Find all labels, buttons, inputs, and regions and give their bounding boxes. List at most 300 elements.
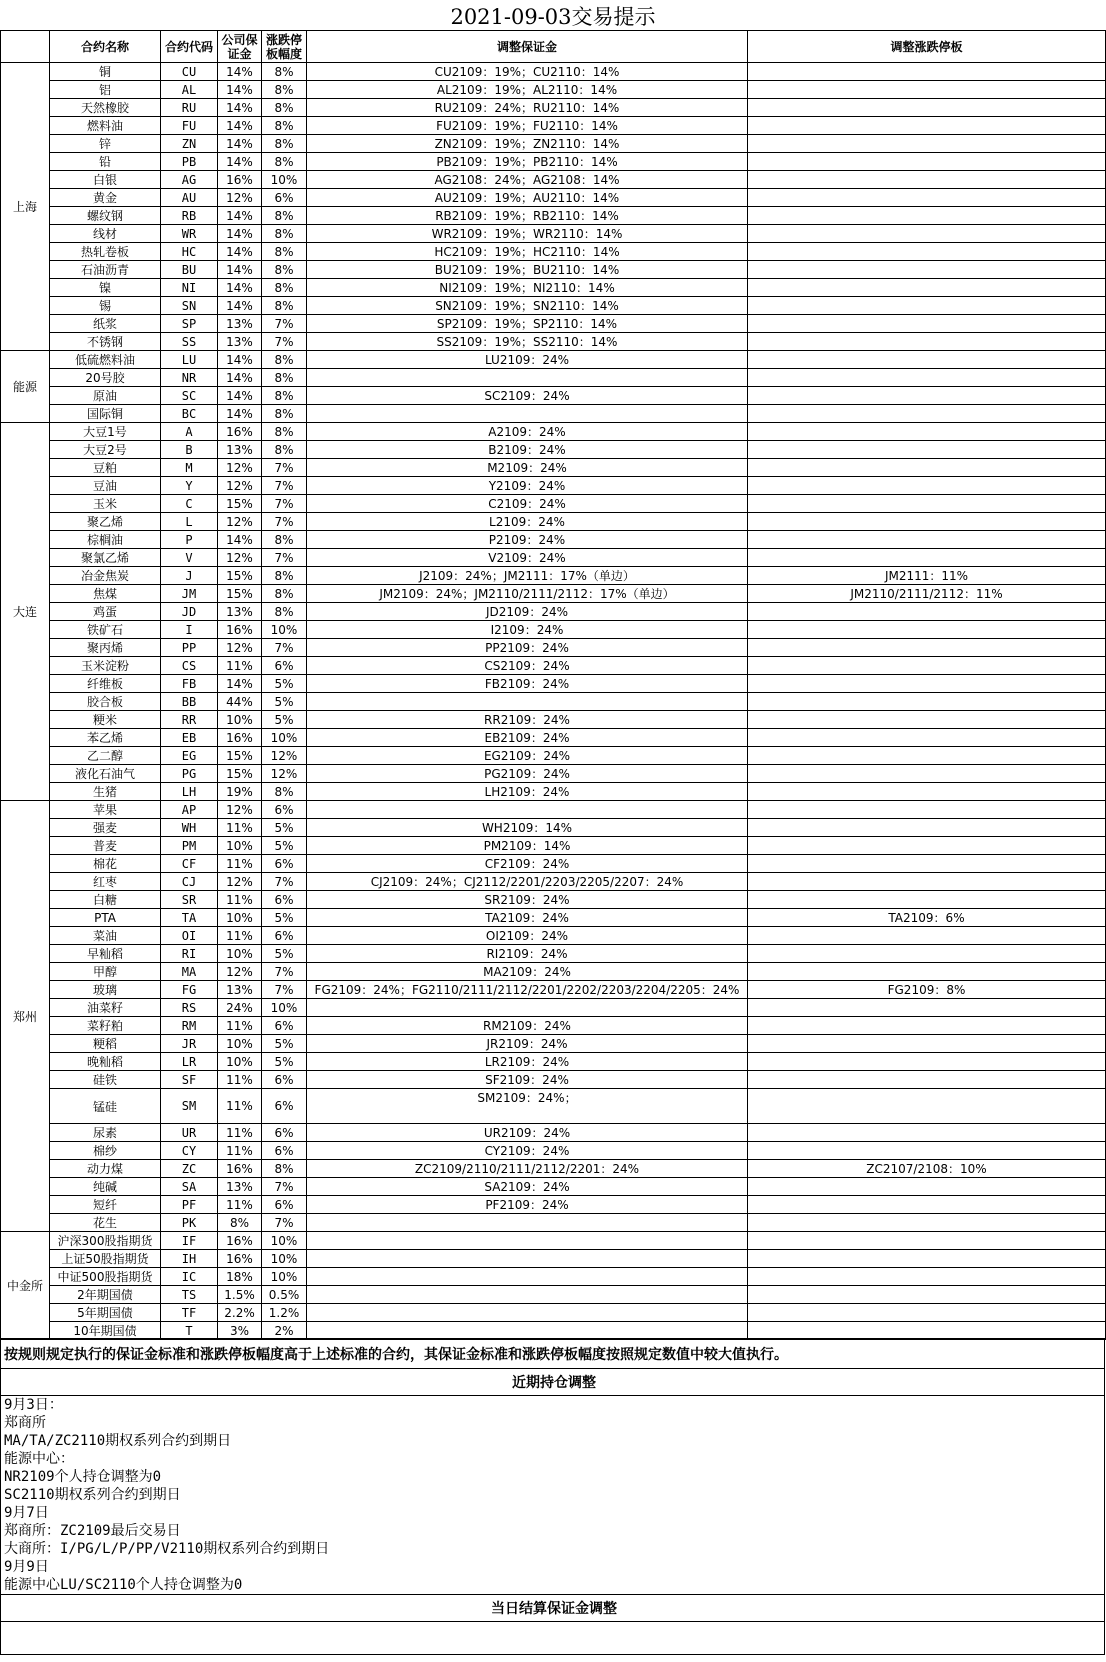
cell-adj-limit bbox=[748, 1142, 1106, 1160]
table-row bbox=[1, 261, 1106, 279]
cell-adj-limit bbox=[748, 81, 1106, 99]
cell-code: WR bbox=[161, 225, 218, 243]
cell-margin: 13% bbox=[218, 1178, 262, 1196]
cell-limit: 6% bbox=[262, 1071, 307, 1089]
cell-limit: 6% bbox=[262, 1142, 307, 1160]
cell-name: 铅 bbox=[50, 153, 161, 171]
cell-limit: 8% bbox=[262, 261, 307, 279]
cell-adj-limit bbox=[748, 999, 1106, 1017]
cell-name: 菜油 bbox=[50, 927, 161, 945]
cell-margin: 14% bbox=[218, 261, 262, 279]
cell-code: RI bbox=[161, 945, 218, 963]
cell-adj-margin: P2109：24% bbox=[307, 531, 748, 549]
cell-adj-limit bbox=[748, 927, 1106, 945]
cell-code: SA bbox=[161, 1178, 218, 1196]
cell-limit: 6% bbox=[262, 1124, 307, 1142]
table-row bbox=[1, 297, 1106, 315]
table-row bbox=[1, 819, 1106, 837]
cell-code: AU bbox=[161, 189, 218, 207]
cell-limit: 6% bbox=[262, 855, 307, 873]
table-row bbox=[1, 1286, 1106, 1304]
cell-code: JM bbox=[161, 585, 218, 603]
cell-limit: 10% bbox=[262, 729, 307, 747]
cell-code: FB bbox=[161, 675, 218, 693]
table-row bbox=[1, 1071, 1106, 1089]
header-adj-limit: 调整涨跌停板 bbox=[748, 31, 1106, 63]
cell-adj-margin bbox=[307, 1322, 748, 1340]
cell-name: 玉米淀粉 bbox=[50, 657, 161, 675]
cell-code: PF bbox=[161, 1196, 218, 1214]
cell-margin: 14% bbox=[218, 675, 262, 693]
cell-margin: 15% bbox=[218, 765, 262, 783]
position-log-line: 能源中心： bbox=[4, 1451, 74, 1467]
cell-name: 聚丙烯 bbox=[50, 639, 161, 657]
cell-adj-limit bbox=[748, 1178, 1106, 1196]
table-row bbox=[1, 1250, 1106, 1268]
cell-adj-limit bbox=[748, 621, 1106, 639]
cell-adj-limit bbox=[748, 171, 1106, 189]
cell-adj-limit bbox=[748, 945, 1106, 963]
cell-code: BU bbox=[161, 261, 218, 279]
cell-adj-limit bbox=[748, 693, 1106, 711]
cell-code: TS bbox=[161, 1286, 218, 1304]
cell-limit: 8% bbox=[262, 1160, 307, 1178]
table-row bbox=[1, 351, 1106, 369]
cell-adj-limit bbox=[748, 1196, 1106, 1214]
cell-name: 粳米 bbox=[50, 711, 161, 729]
cell-adj-limit bbox=[748, 1250, 1106, 1268]
table-row bbox=[1, 171, 1106, 189]
cell-adj-margin: SR2109：24% bbox=[307, 891, 748, 909]
cell-adj-margin bbox=[307, 693, 748, 711]
cell-margin: 16% bbox=[218, 1160, 262, 1178]
cell-margin: 14% bbox=[218, 351, 262, 369]
cell-adj-margin: L2109：24% bbox=[307, 513, 748, 531]
cell-code: PB bbox=[161, 153, 218, 171]
cell-limit: 8% bbox=[262, 153, 307, 171]
cell-adj-margin bbox=[307, 1214, 748, 1232]
cell-code: CU bbox=[161, 63, 218, 81]
cell-margin: 14% bbox=[218, 369, 262, 387]
table-row bbox=[1, 927, 1106, 945]
cell-adj-limit bbox=[748, 405, 1106, 423]
cell-code: FU bbox=[161, 117, 218, 135]
cell-name: 上证50股指期货 bbox=[50, 1250, 161, 1268]
cell-adj-margin: Y2109：24% bbox=[307, 477, 748, 495]
cell-adj-margin: UR2109：24% bbox=[307, 1124, 748, 1142]
cell-margin: 2.2% bbox=[218, 1304, 262, 1322]
cell-adj-margin: SM2109：24%； bbox=[307, 1089, 748, 1124]
cell-adj-limit bbox=[748, 531, 1106, 549]
cell-adj-limit bbox=[748, 1124, 1106, 1142]
cell-margin: 14% bbox=[218, 63, 262, 81]
cell-adj-limit bbox=[748, 963, 1106, 981]
table-row bbox=[1, 189, 1106, 207]
cell-margin: 11% bbox=[218, 927, 262, 945]
cell-code: V bbox=[161, 549, 218, 567]
cell-limit: 6% bbox=[262, 801, 307, 819]
cell-limit: 5% bbox=[262, 1035, 307, 1053]
cell-adj-limit bbox=[748, 189, 1106, 207]
table-row bbox=[1, 801, 1106, 819]
cell-code: PM bbox=[161, 837, 218, 855]
cell-code: BC bbox=[161, 405, 218, 423]
cell-name: 原油 bbox=[50, 387, 161, 405]
cell-adj-limit: JM2111：11% bbox=[748, 567, 1106, 585]
cell-code: LH bbox=[161, 783, 218, 801]
cell-name: 短纤 bbox=[50, 1196, 161, 1214]
table-row bbox=[1, 117, 1106, 135]
cell-code: SP bbox=[161, 315, 218, 333]
table-row bbox=[1, 657, 1106, 675]
cell-limit: 10% bbox=[262, 621, 307, 639]
cell-margin: 11% bbox=[218, 1071, 262, 1089]
cell-name: 石油沥青 bbox=[50, 261, 161, 279]
cell-name: 动力煤 bbox=[50, 1160, 161, 1178]
cell-name: 螺纹钢 bbox=[50, 207, 161, 225]
cell-name: 低硫燃料油 bbox=[50, 351, 161, 369]
cell-code: A bbox=[161, 423, 218, 441]
cell-margin: 14% bbox=[218, 207, 262, 225]
cell-name: 硅铁 bbox=[50, 1071, 161, 1089]
cell-margin: 19% bbox=[218, 783, 262, 801]
header-limit: 涨跌停 板幅度 bbox=[262, 31, 307, 63]
cell-adj-limit bbox=[748, 279, 1106, 297]
cell-name: 生猪 bbox=[50, 783, 161, 801]
table-row bbox=[1, 747, 1106, 765]
cell-code: IH bbox=[161, 1250, 218, 1268]
exchange-label: 能源 bbox=[1, 351, 50, 423]
cell-limit: 8% bbox=[262, 63, 307, 81]
cell-adj-limit bbox=[748, 1268, 1106, 1286]
table-row bbox=[1, 981, 1106, 999]
settlement-section-title: 当日结算保证金调整 bbox=[1, 1595, 1105, 1622]
table-row bbox=[1, 585, 1106, 603]
cell-margin: 13% bbox=[218, 315, 262, 333]
cell-margin: 12% bbox=[218, 189, 262, 207]
table-row bbox=[1, 729, 1106, 747]
position-log-line: 大商所：I/PG/L/P/PP/V2110期权系列合约到期日 bbox=[4, 1541, 330, 1557]
cell-limit: 7% bbox=[262, 459, 307, 477]
cell-adj-limit bbox=[748, 495, 1106, 513]
table-row bbox=[1, 567, 1106, 585]
cell-code: JR bbox=[161, 1035, 218, 1053]
cell-limit: 8% bbox=[262, 135, 307, 153]
cell-limit: 6% bbox=[262, 891, 307, 909]
table-row bbox=[1, 441, 1106, 459]
cell-adj-margin: J2109：24%；JM2111：17%（单边） bbox=[307, 567, 748, 585]
cell-adj-margin: PM2109：14% bbox=[307, 837, 748, 855]
cell-limit: 12% bbox=[262, 747, 307, 765]
cell-code: SS bbox=[161, 333, 218, 351]
cell-code: EB bbox=[161, 729, 218, 747]
cell-name: 中证500股指期货 bbox=[50, 1268, 161, 1286]
cell-adj-limit: ZC2107/2108：10% bbox=[748, 1160, 1106, 1178]
cell-adj-limit bbox=[748, 657, 1106, 675]
cell-code: SM bbox=[161, 1089, 218, 1124]
position-log-line: NR2109个人持仓调整为0 bbox=[4, 1469, 162, 1485]
table-row bbox=[1, 639, 1106, 657]
cell-limit: 5% bbox=[262, 711, 307, 729]
cell-adj-margin: I2109：24% bbox=[307, 621, 748, 639]
cell-code: NI bbox=[161, 279, 218, 297]
cell-code: FG bbox=[161, 981, 218, 999]
cell-margin: 18% bbox=[218, 1268, 262, 1286]
cell-limit: 7% bbox=[262, 981, 307, 999]
table-row bbox=[1, 765, 1106, 783]
table-row bbox=[1, 243, 1106, 261]
table-row bbox=[1, 837, 1106, 855]
cell-limit: 8% bbox=[262, 369, 307, 387]
table-row bbox=[1, 225, 1106, 243]
cell-margin: 16% bbox=[218, 1232, 262, 1250]
cell-limit: 12% bbox=[262, 765, 307, 783]
cell-adj-limit bbox=[748, 441, 1106, 459]
cell-limit: 7% bbox=[262, 873, 307, 891]
cell-name: 聚氯乙烯 bbox=[50, 549, 161, 567]
cell-limit: 6% bbox=[262, 657, 307, 675]
cell-adj-margin: AU2109：19%；AU2110：14% bbox=[307, 189, 748, 207]
cell-limit: 2% bbox=[262, 1322, 307, 1340]
cell-adj-limit bbox=[748, 477, 1106, 495]
cell-adj-limit bbox=[748, 837, 1106, 855]
table-row bbox=[1, 135, 1106, 153]
table-row bbox=[1, 1232, 1106, 1250]
position-log-line: 9月9日 bbox=[4, 1559, 49, 1575]
cell-margin: 16% bbox=[218, 1250, 262, 1268]
cell-name: 红枣 bbox=[50, 873, 161, 891]
cell-name: PTA bbox=[50, 909, 161, 927]
cell-adj-margin: LU2109：24% bbox=[307, 351, 748, 369]
table-row bbox=[1, 99, 1106, 117]
cell-name: 早籼稻 bbox=[50, 945, 161, 963]
table-row bbox=[1, 711, 1106, 729]
cell-limit: 5% bbox=[262, 945, 307, 963]
cell-limit: 8% bbox=[262, 405, 307, 423]
cell-name: 甲醇 bbox=[50, 963, 161, 981]
table-row bbox=[1, 1124, 1106, 1142]
cell-margin: 44% bbox=[218, 693, 262, 711]
position-section-title: 近期持仓调整 bbox=[1, 1369, 1105, 1396]
cell-code: TF bbox=[161, 1304, 218, 1322]
table-row bbox=[1, 603, 1106, 621]
cell-adj-limit bbox=[748, 675, 1106, 693]
cell-name: 铜 bbox=[50, 63, 161, 81]
cell-code: AL bbox=[161, 81, 218, 99]
cell-margin: 12% bbox=[218, 801, 262, 819]
cell-adj-limit bbox=[748, 819, 1106, 837]
cell-limit: 8% bbox=[262, 387, 307, 405]
table-row bbox=[1, 405, 1106, 423]
table-row bbox=[1, 945, 1106, 963]
cell-limit: 10% bbox=[262, 1232, 307, 1250]
cell-name: 玉米 bbox=[50, 495, 161, 513]
cell-name: 国际铜 bbox=[50, 405, 161, 423]
cell-name: 纯碱 bbox=[50, 1178, 161, 1196]
cell-adj-margin: PP2109：24% bbox=[307, 639, 748, 657]
cell-adj-margin bbox=[307, 801, 748, 819]
cell-limit: 7% bbox=[262, 315, 307, 333]
cell-limit: 8% bbox=[262, 99, 307, 117]
cell-name: 苯乙烯 bbox=[50, 729, 161, 747]
table-row bbox=[1, 549, 1106, 567]
cell-name: 花生 bbox=[50, 1214, 161, 1232]
cell-limit: 8% bbox=[262, 603, 307, 621]
cell-limit: 7% bbox=[262, 1214, 307, 1232]
cell-adj-margin: WH2109：14% bbox=[307, 819, 748, 837]
cell-limit: 5% bbox=[262, 909, 307, 927]
cell-code: TA bbox=[161, 909, 218, 927]
cell-adj-margin: HC2109：19%；HC2110：14% bbox=[307, 243, 748, 261]
cell-margin: 8% bbox=[218, 1214, 262, 1232]
cell-name: 棉纱 bbox=[50, 1142, 161, 1160]
cell-adj-margin: AL2109：19%；AL2110：14% bbox=[307, 81, 748, 99]
cell-margin: 24% bbox=[218, 999, 262, 1017]
cell-name: 普麦 bbox=[50, 837, 161, 855]
position-log-line: SC2110期权系列合约到期日 bbox=[4, 1487, 181, 1503]
cell-name: 菜籽粕 bbox=[50, 1017, 161, 1035]
cell-adj-margin: FG2109：24%；FG2110/2111/2112/2201/2202/2203/2204/2205：24% bbox=[307, 981, 748, 999]
cell-name: 不锈钢 bbox=[50, 333, 161, 351]
cell-code: IF bbox=[161, 1232, 218, 1250]
cell-name: 线材 bbox=[50, 225, 161, 243]
table-body bbox=[1, 63, 1106, 1340]
cell-adj-limit bbox=[748, 783, 1106, 801]
cell-name: 大豆1号 bbox=[50, 423, 161, 441]
cell-adj-margin bbox=[307, 1250, 748, 1268]
cell-adj-limit bbox=[748, 873, 1106, 891]
cell-code: ZN bbox=[161, 135, 218, 153]
table-row bbox=[1, 1053, 1106, 1071]
cell-limit: 6% bbox=[262, 1017, 307, 1035]
cell-adj-margin: SS2109：19%；SS2110：14% bbox=[307, 333, 748, 351]
cell-adj-margin: FB2109：24% bbox=[307, 675, 748, 693]
cell-adj-margin: LH2109：24% bbox=[307, 783, 748, 801]
cell-name: 纸浆 bbox=[50, 315, 161, 333]
cell-adj-margin bbox=[307, 1232, 748, 1250]
cell-margin: 15% bbox=[218, 747, 262, 765]
cell-name: 10年期国债 bbox=[50, 1322, 161, 1340]
cell-margin: 15% bbox=[218, 585, 262, 603]
settlement-content bbox=[1, 1622, 1105, 1655]
cell-name: 天然橡胶 bbox=[50, 99, 161, 117]
cell-code: CF bbox=[161, 855, 218, 873]
cell-margin: 10% bbox=[218, 711, 262, 729]
cell-margin: 10% bbox=[218, 945, 262, 963]
cell-limit: 10% bbox=[262, 1268, 307, 1286]
cell-limit: 10% bbox=[262, 171, 307, 189]
cell-margin: 11% bbox=[218, 891, 262, 909]
cell-limit: 7% bbox=[262, 963, 307, 981]
cell-adj-limit bbox=[748, 1017, 1106, 1035]
cell-name: 棕榈油 bbox=[50, 531, 161, 549]
cell-margin: 3% bbox=[218, 1322, 262, 1340]
cell-adj-limit bbox=[748, 891, 1106, 909]
cell-name: 沪深300股指期货 bbox=[50, 1232, 161, 1250]
cell-adj-margin: WR2109：19%；WR2110：14% bbox=[307, 225, 748, 243]
cell-code: M bbox=[161, 459, 218, 477]
position-log-line: MA/TA/ZC2110期权系列合约到期日 bbox=[4, 1433, 232, 1449]
cell-code: L bbox=[161, 513, 218, 531]
cell-code: RS bbox=[161, 999, 218, 1017]
exchange-label: 郑州 bbox=[1, 801, 50, 1232]
cell-code: BB bbox=[161, 693, 218, 711]
cell-name: 黄金 bbox=[50, 189, 161, 207]
cell-code: JD bbox=[161, 603, 218, 621]
table-row bbox=[1, 675, 1106, 693]
cell-name: 铝 bbox=[50, 81, 161, 99]
cell-name: 纤维板 bbox=[50, 675, 161, 693]
cell-margin: 11% bbox=[218, 819, 262, 837]
cell-name: 铁矿石 bbox=[50, 621, 161, 639]
cell-adj-margin: JR2109：24% bbox=[307, 1035, 748, 1053]
cell-adj-margin: TA2109：24% bbox=[307, 909, 748, 927]
cell-code: J bbox=[161, 567, 218, 585]
cell-margin: 14% bbox=[218, 153, 262, 171]
cell-margin: 14% bbox=[218, 135, 262, 153]
cell-adj-margin: CU2109：19%；CU2110：14% bbox=[307, 63, 748, 81]
cell-name: 胶合板 bbox=[50, 693, 161, 711]
cell-name: 乙二醇 bbox=[50, 747, 161, 765]
cell-code: AP bbox=[161, 801, 218, 819]
table-row bbox=[1, 693, 1106, 711]
cell-adj-limit bbox=[748, 207, 1106, 225]
cell-limit: 8% bbox=[262, 225, 307, 243]
cell-limit: 7% bbox=[262, 495, 307, 513]
cell-adj-margin: RM2109：24% bbox=[307, 1017, 748, 1035]
cell-adj-margin: RR2109：24% bbox=[307, 711, 748, 729]
cell-code: RM bbox=[161, 1017, 218, 1035]
cell-adj-margin: SF2109：24% bbox=[307, 1071, 748, 1089]
cell-adj-margin: FU2109：19%；FU2110：14% bbox=[307, 117, 748, 135]
cell-adj-limit bbox=[748, 513, 1106, 531]
cell-name: 大豆2号 bbox=[50, 441, 161, 459]
cell-adj-margin bbox=[307, 999, 748, 1017]
cell-name: 强麦 bbox=[50, 819, 161, 837]
table-row bbox=[1, 891, 1106, 909]
cell-margin: 10% bbox=[218, 1053, 262, 1071]
table-row bbox=[1, 315, 1106, 333]
cell-limit: 8% bbox=[262, 279, 307, 297]
table-row bbox=[1, 1268, 1106, 1286]
cell-limit: 10% bbox=[262, 1250, 307, 1268]
cell-adj-limit bbox=[748, 225, 1106, 243]
bottom-table bbox=[0, 1338, 1105, 1655]
cell-adj-margin: RI2109：24% bbox=[307, 945, 748, 963]
header-code: 合约代码 bbox=[161, 31, 218, 63]
cell-name: 豆油 bbox=[50, 477, 161, 495]
cell-adj-margin: JD2109：24% bbox=[307, 603, 748, 621]
cell-limit: 7% bbox=[262, 1178, 307, 1196]
cell-margin: 12% bbox=[218, 963, 262, 981]
table-row bbox=[1, 495, 1106, 513]
cell-margin: 11% bbox=[218, 1089, 262, 1124]
cell-code: CY bbox=[161, 1142, 218, 1160]
cell-adj-margin: AG2108：24%；AG2108：14% bbox=[307, 171, 748, 189]
cell-code: CJ bbox=[161, 873, 218, 891]
cell-adj-margin: PG2109：24% bbox=[307, 765, 748, 783]
table-row bbox=[1, 369, 1106, 387]
table-row bbox=[1, 1142, 1106, 1160]
cell-margin: 16% bbox=[218, 729, 262, 747]
cell-name: 玻璃 bbox=[50, 981, 161, 999]
table-row bbox=[1, 1304, 1106, 1322]
cell-adj-limit bbox=[748, 1322, 1106, 1340]
cell-margin: 13% bbox=[218, 603, 262, 621]
position-log bbox=[1, 1396, 1105, 1595]
cell-margin: 11% bbox=[218, 1142, 262, 1160]
cell-margin: 13% bbox=[218, 981, 262, 999]
